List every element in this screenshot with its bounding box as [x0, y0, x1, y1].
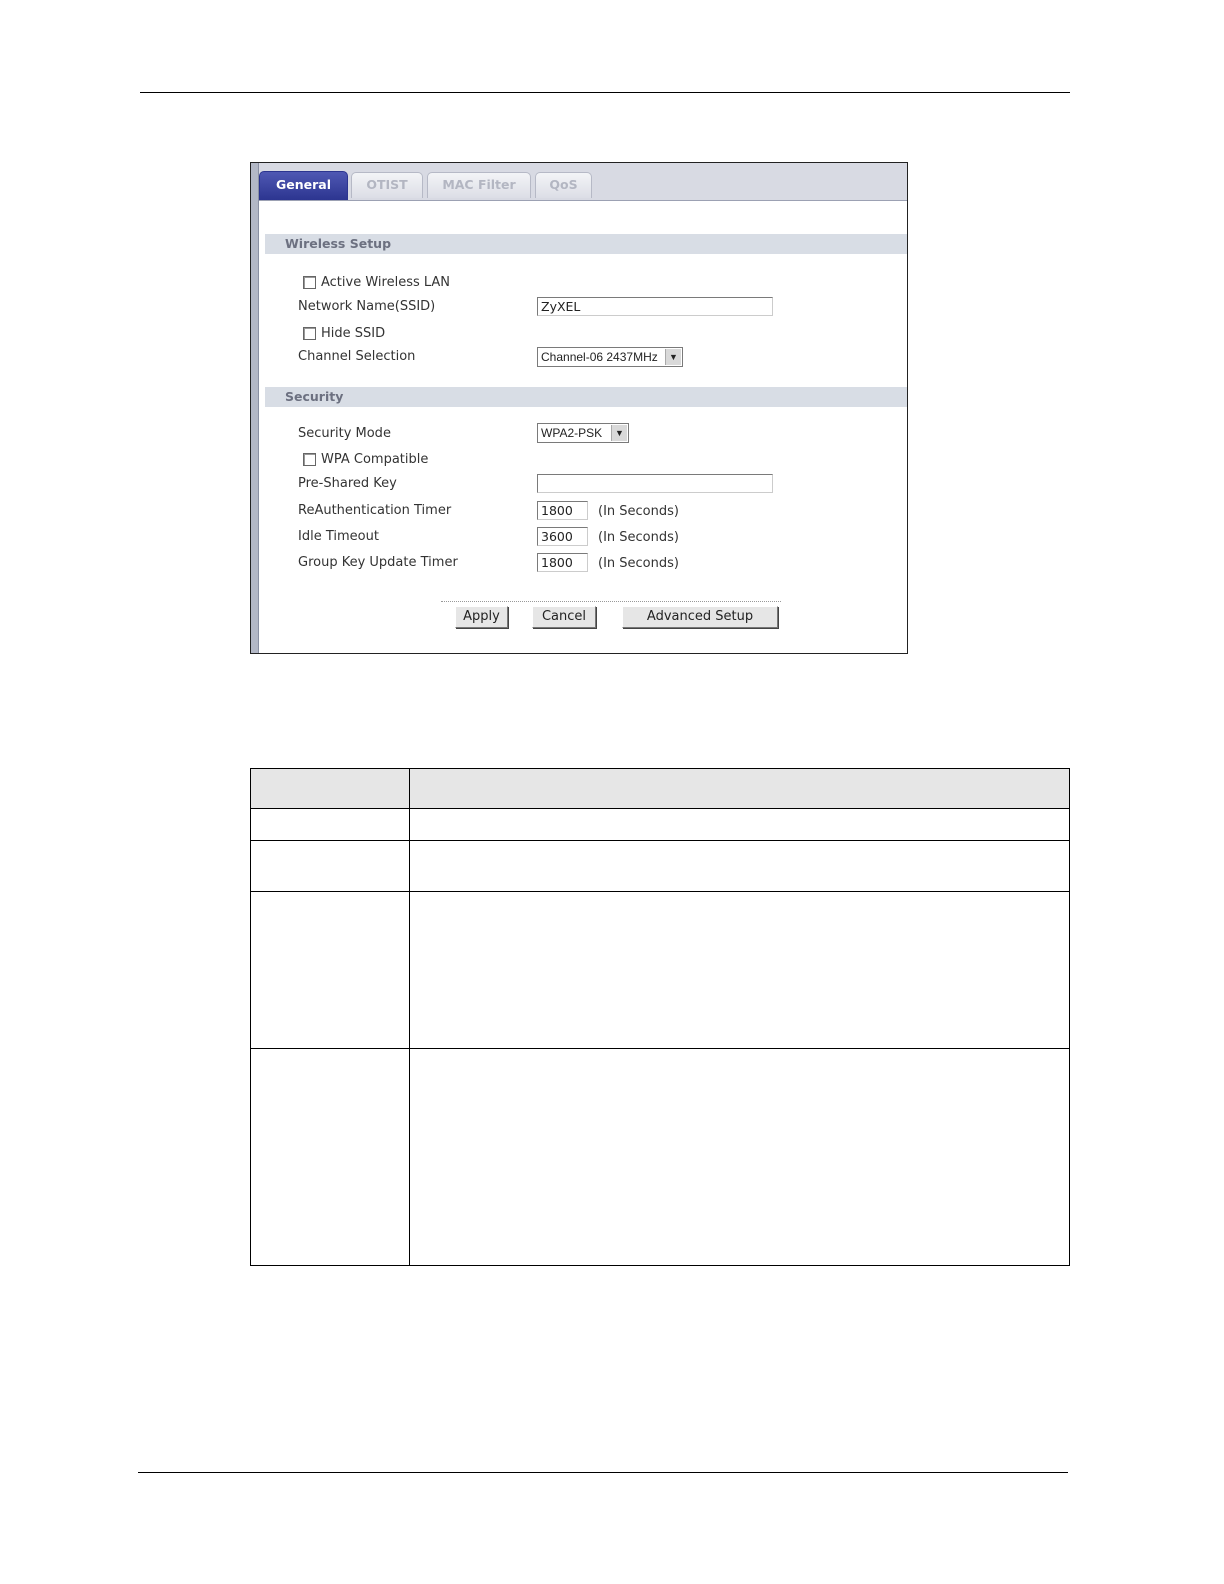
- tab-qos[interactable]: QoS: [535, 172, 592, 198]
- hide-ssid-label: Hide SSID: [321, 326, 386, 341]
- tab-mac-filter[interactable]: MAC Filter: [427, 172, 531, 198]
- group-key-timer-input[interactable]: 1800: [537, 553, 588, 572]
- tab-otist[interactable]: OTIST: [351, 172, 423, 198]
- hide-ssid-checkbox[interactable]: [303, 327, 316, 340]
- wireless-setup-header: Wireless Setup: [265, 234, 907, 254]
- channel-select-value: Channel-06 2437MHz: [541, 350, 658, 364]
- security-mode-label: Security Mode: [298, 426, 391, 441]
- apply-button[interactable]: Apply: [455, 606, 508, 628]
- reauth-timer-label: ReAuthentication Timer: [298, 503, 452, 518]
- table-row: [251, 841, 1070, 892]
- chevron-down-icon: ▼: [611, 425, 627, 441]
- header-rule: [140, 92, 1070, 93]
- table-cell: [410, 892, 1070, 1049]
- active-wireless-lan-label: Active Wireless LAN: [321, 275, 451, 290]
- security-mode-select[interactable]: [537, 423, 629, 443]
- wpa-compatible-label: WPA Compatible: [321, 452, 429, 467]
- cancel-button[interactable]: Cancel: [532, 606, 596, 628]
- table-cell: [251, 809, 410, 841]
- pre-shared-key-label: Pre-Shared Key: [298, 476, 397, 491]
- table-row: [251, 1049, 1070, 1266]
- table-header-row: [251, 769, 1070, 809]
- reauth-unit: (In Seconds): [598, 504, 679, 519]
- pre-shared-key-input[interactable]: [537, 474, 773, 493]
- wpa-compatible-checkbox[interactable]: [303, 453, 316, 466]
- channel-select[interactable]: [537, 347, 683, 367]
- network-name-input[interactable]: ZyXEL: [537, 297, 773, 316]
- tab-general[interactable]: General: [259, 171, 348, 200]
- button-divider: [441, 601, 781, 602]
- table-cell: [410, 1049, 1070, 1266]
- reauth-timer-input[interactable]: 1800: [537, 501, 588, 520]
- table-cell: [251, 1049, 410, 1266]
- tab-strip: [251, 163, 907, 201]
- table-row: [251, 892, 1070, 1049]
- active-wireless-lan-checkbox[interactable]: [303, 276, 316, 289]
- table-header-cell: [251, 769, 410, 809]
- group-key-timer-label: Group Key Update Timer: [298, 555, 458, 570]
- security-mode-value: WPA2-PSK: [541, 426, 603, 440]
- channel-selection-label: Channel Selection: [298, 349, 416, 364]
- security-header: Security: [265, 387, 907, 407]
- description-table: [250, 768, 1070, 1266]
- advanced-setup-button[interactable]: Advanced Setup: [622, 606, 778, 628]
- group-key-unit: (In Seconds): [598, 556, 679, 571]
- left-bar: [251, 163, 259, 653]
- network-name-label: Network Name(SSID): [298, 299, 436, 314]
- idle-timeout-label: Idle Timeout: [298, 529, 379, 544]
- chevron-down-icon: ▼: [665, 349, 681, 365]
- idle-unit: (In Seconds): [598, 530, 679, 545]
- table-cell: [410, 809, 1070, 841]
- table-header-cell: [410, 769, 1070, 809]
- table-row: [251, 809, 1070, 841]
- table-cell: [251, 841, 410, 892]
- table-cell: [251, 892, 410, 1049]
- table-cell: [410, 841, 1070, 892]
- wireless-screenshot: [250, 162, 908, 654]
- footer-rule: [138, 1472, 1068, 1473]
- idle-timeout-input[interactable]: 3600: [537, 527, 588, 546]
